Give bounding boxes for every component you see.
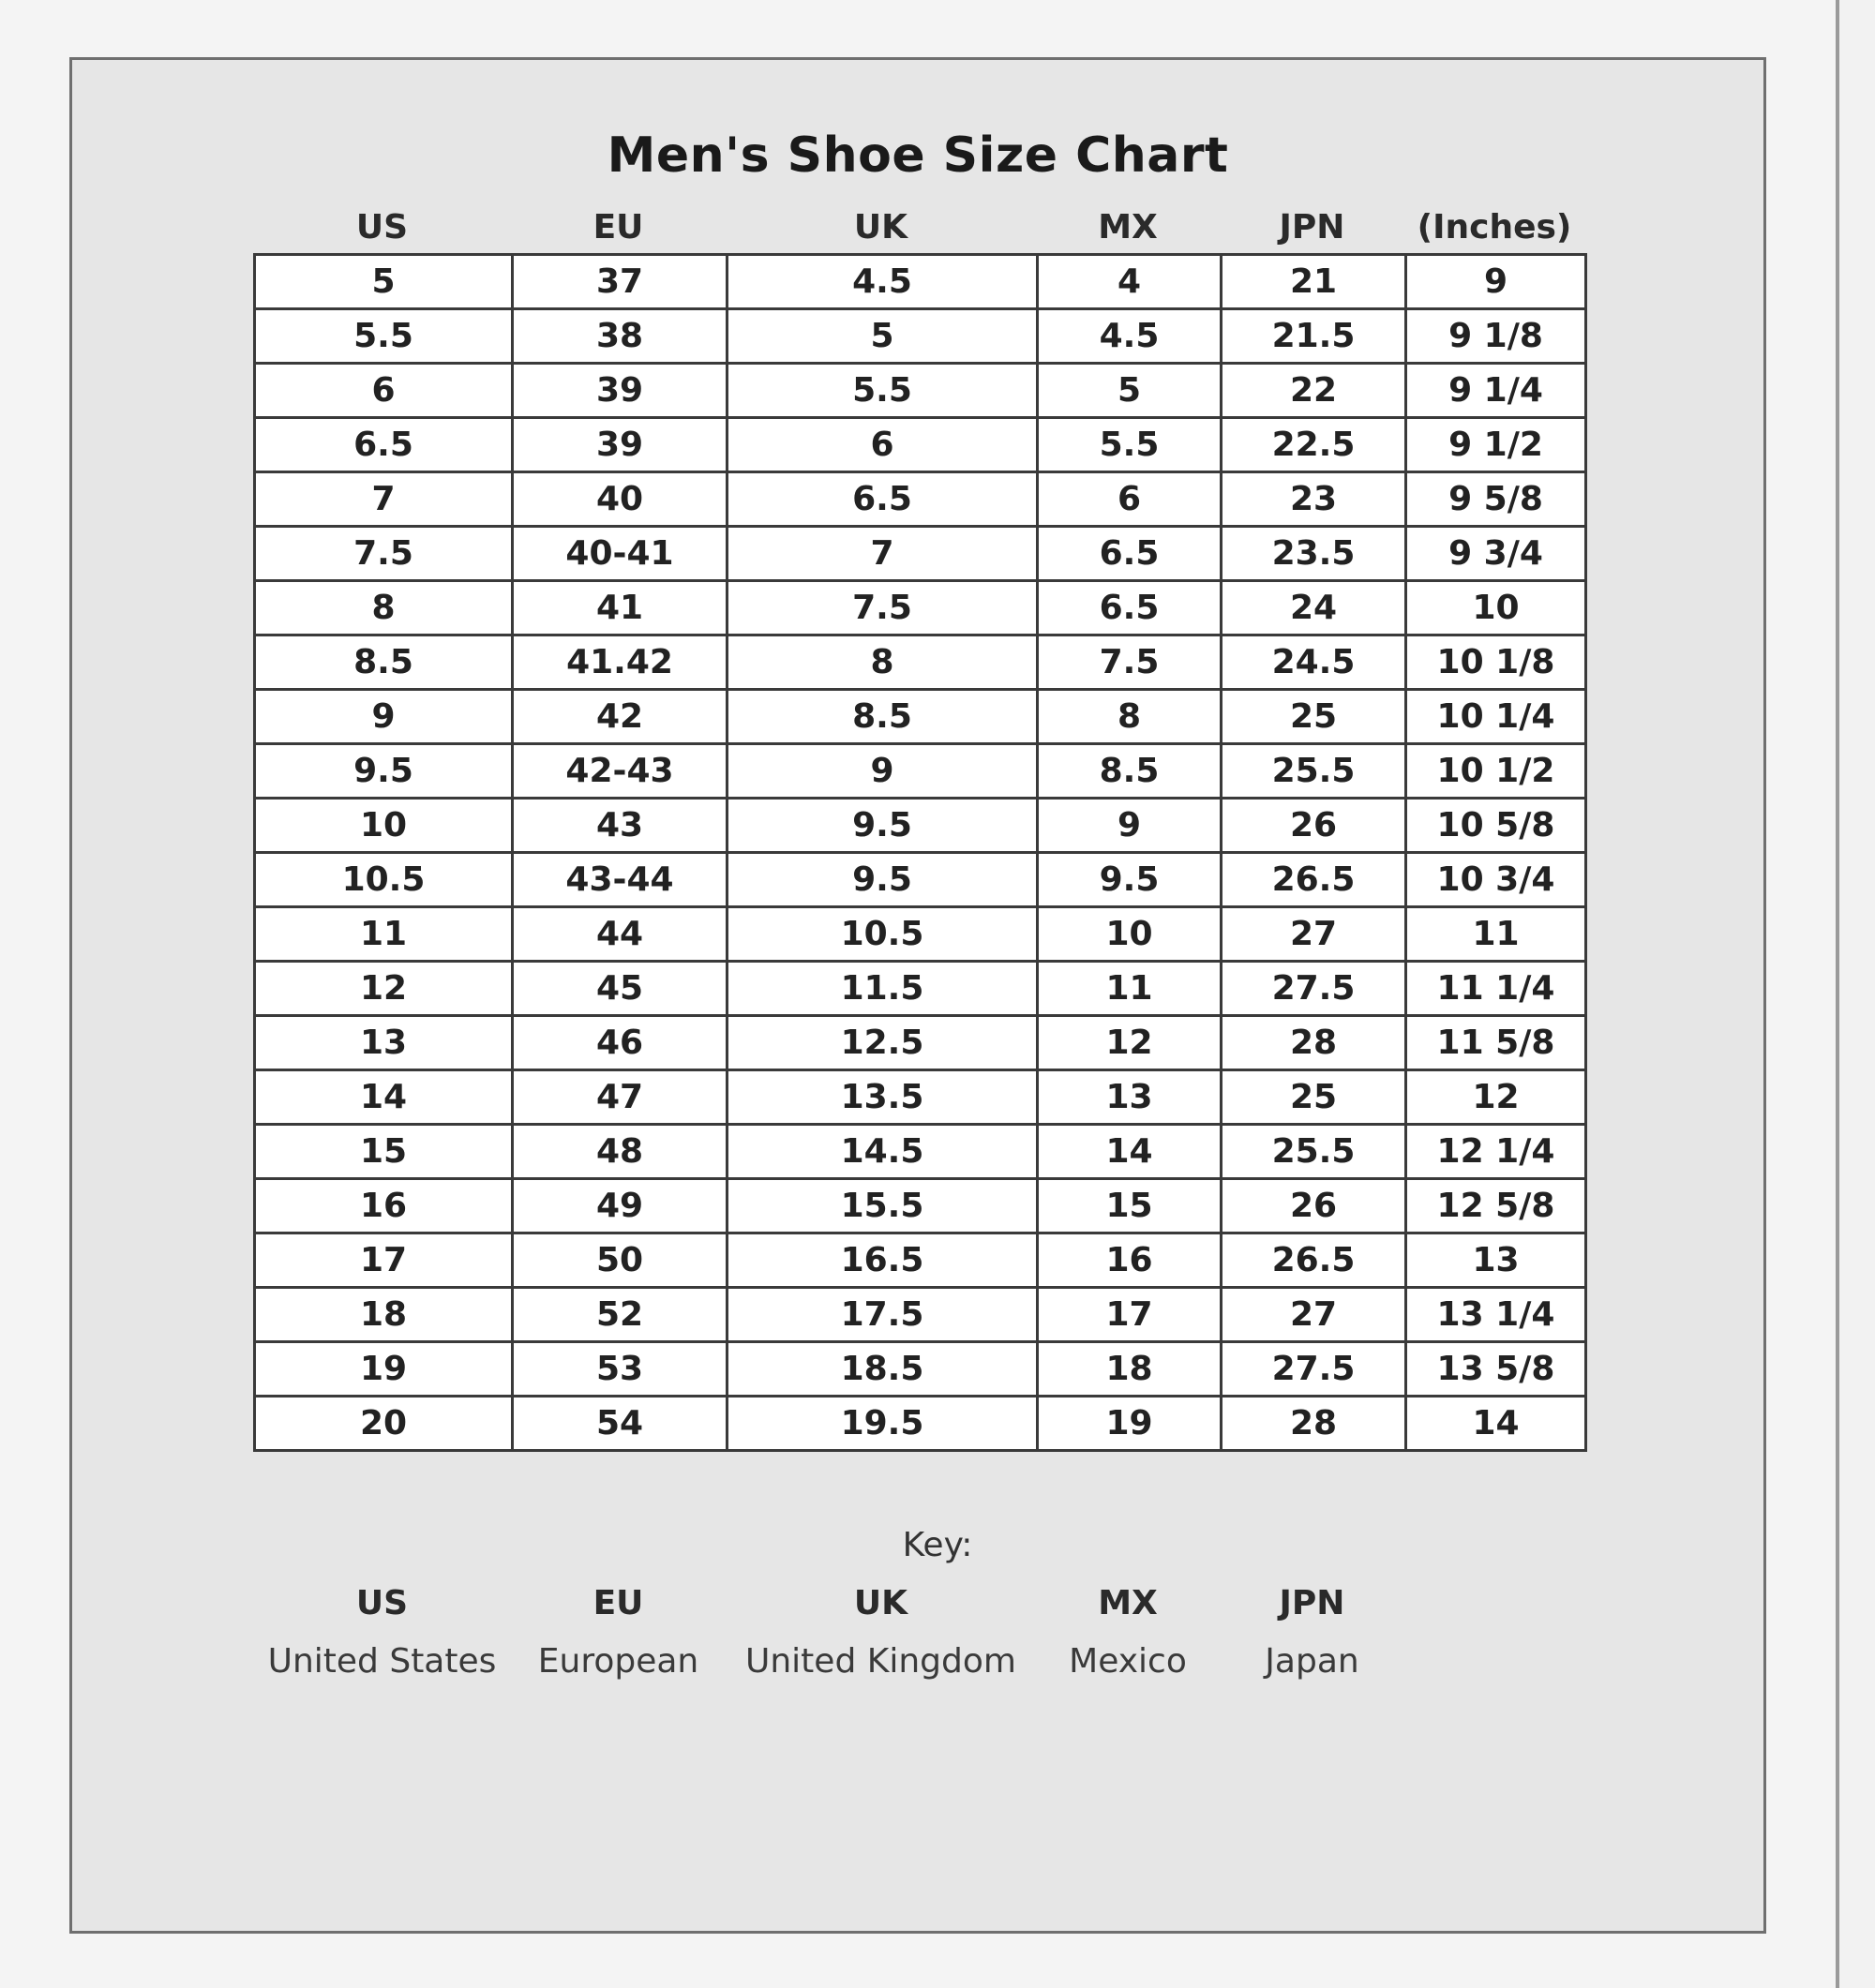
column-header: JPN: [1279, 208, 1345, 247]
table-cell: 27: [1222, 1288, 1406, 1342]
table-cell: 13: [255, 1016, 513, 1070]
table-row: [255, 1070, 1586, 1125]
table-cell: 38: [513, 309, 728, 364]
table-cell: 23.5: [1222, 527, 1406, 581]
table-cell: 26.5: [1222, 853, 1406, 907]
table-cell: 16: [255, 1179, 513, 1233]
table-cell: 42: [513, 690, 728, 744]
key-name: United Kingdom: [745, 1642, 1016, 1681]
table-cell: 9.5: [255, 744, 513, 799]
table-cell: 12: [255, 962, 513, 1016]
key-abbreviation: MX: [1098, 1584, 1158, 1622]
table-cell: 6: [255, 364, 513, 418]
table-cell: 16: [1038, 1233, 1222, 1288]
table-cell: 10: [1406, 581, 1586, 635]
table-cell: 9 1/4: [1406, 364, 1586, 418]
table-row: [255, 472, 1586, 527]
table-cell: 48: [513, 1125, 728, 1179]
table-cell: 49: [513, 1179, 728, 1233]
table-cell: 9: [1038, 799, 1222, 853]
table-cell: 10 1/4: [1406, 690, 1586, 744]
table-cell: 17.5: [728, 1288, 1038, 1342]
table-cell: 26: [1222, 799, 1406, 853]
table-cell: 4: [1038, 255, 1222, 309]
table-cell: 14.5: [728, 1125, 1038, 1179]
table-row: [255, 1233, 1586, 1288]
table-cell: 24: [1222, 581, 1406, 635]
table-cell: 25.5: [1222, 744, 1406, 799]
table-cell: 8.5: [1038, 744, 1222, 799]
column-header: EU: [592, 208, 644, 247]
table-cell: 9 1/2: [1406, 418, 1586, 472]
table-cell: 20: [255, 1397, 513, 1451]
table-cell: 43: [513, 799, 728, 853]
table-cell: 15: [255, 1125, 513, 1179]
table-cell: 18: [1038, 1342, 1222, 1397]
table-cell: 5.5: [728, 364, 1038, 418]
table-cell: 25: [1222, 690, 1406, 744]
table-cell: 7: [255, 472, 513, 527]
table-cell: 5.5: [1038, 418, 1222, 472]
table-cell: 10.5: [255, 853, 513, 907]
column-header: US: [355, 208, 409, 247]
key-label: Key:: [902, 1526, 973, 1564]
table-cell: 16.5: [728, 1233, 1038, 1288]
key-name: Japan: [1265, 1642, 1359, 1681]
table-cell: 40: [513, 472, 728, 527]
table-cell: 27: [1222, 907, 1406, 962]
key-name-row: [253, 1642, 1584, 1685]
column-header: MX: [1098, 208, 1158, 247]
table-row: [255, 418, 1586, 472]
table-cell: 7.5: [1038, 635, 1222, 690]
table-cell: 4.5: [1038, 309, 1222, 364]
table-cell: 21: [1222, 255, 1406, 309]
table-cell: 12.5: [728, 1016, 1038, 1070]
key-abbreviation: JPN: [1279, 1584, 1345, 1622]
table-cell: 13.5: [728, 1070, 1038, 1125]
table-cell: 45: [513, 962, 728, 1016]
table-cell: 6.5: [255, 418, 513, 472]
table-cell: 11: [1038, 962, 1222, 1016]
table-cell: 47: [513, 1070, 728, 1125]
size-table: [253, 253, 1587, 1452]
table-cell: 10.5: [728, 907, 1038, 962]
table-row: [255, 364, 1586, 418]
table-cell: 44: [513, 907, 728, 962]
table-cell: 10: [1038, 907, 1222, 962]
table-row: [255, 690, 1586, 744]
table-cell: 9: [1406, 255, 1586, 309]
table-cell: 53: [513, 1342, 728, 1397]
table-cell: 6.5: [728, 472, 1038, 527]
table-cell: 17: [255, 1233, 513, 1288]
table-row: [255, 962, 1586, 1016]
column-header: (Inches): [1417, 208, 1572, 247]
table-cell: 52: [513, 1288, 728, 1342]
table-cell: 19: [1038, 1397, 1222, 1451]
table-cell: 12: [1038, 1016, 1222, 1070]
table-cell: 8.5: [255, 635, 513, 690]
table-cell: 17: [1038, 1288, 1222, 1342]
table-row: [255, 255, 1586, 309]
table-cell: 15.5: [728, 1179, 1038, 1233]
table-cell: 50: [513, 1233, 728, 1288]
table-row: [255, 581, 1586, 635]
table-cell: 6.5: [1038, 527, 1222, 581]
table-cell: 5.5: [255, 309, 513, 364]
table-cell: 39: [513, 418, 728, 472]
key-abbreviation: US: [355, 1584, 409, 1622]
table-row: [255, 1397, 1586, 1451]
table-cell: 10 5/8: [1406, 799, 1586, 853]
table-cell: 15: [1038, 1179, 1222, 1233]
table-cell: 23: [1222, 472, 1406, 527]
table-cell: 13: [1038, 1070, 1222, 1125]
table-cell: 41.42: [513, 635, 728, 690]
table-cell: 13: [1406, 1233, 1586, 1288]
table-row: [255, 907, 1586, 962]
table-cell: 14: [255, 1070, 513, 1125]
table-row: [255, 1179, 1586, 1233]
table-cell: 12 1/4: [1406, 1125, 1586, 1179]
key-name: European: [537, 1642, 699, 1681]
table-cell: 10: [255, 799, 513, 853]
table-cell: 9 1/8: [1406, 309, 1586, 364]
table-cell: 18: [255, 1288, 513, 1342]
table-row: [255, 1342, 1586, 1397]
table-cell: 10 1/2: [1406, 744, 1586, 799]
table-cell: 41: [513, 581, 728, 635]
table-cell: 18.5: [728, 1342, 1038, 1397]
table-cell: 19: [255, 1342, 513, 1397]
table-cell: 12: [1406, 1070, 1586, 1125]
table-cell: 11 5/8: [1406, 1016, 1586, 1070]
table-cell: 5: [255, 255, 513, 309]
table-cell: 40-41: [513, 527, 728, 581]
table-row: [255, 309, 1586, 364]
table-cell: 11: [1406, 907, 1586, 962]
table-cell: 11: [255, 907, 513, 962]
column-header-row: [253, 208, 1584, 251]
table-cell: 4.5: [728, 255, 1038, 309]
table-cell: 25.5: [1222, 1125, 1406, 1179]
table-cell: 42-43: [513, 744, 728, 799]
key-name: Mexico: [1069, 1642, 1187, 1681]
key-name: United States: [267, 1642, 497, 1681]
table-row: [255, 853, 1586, 907]
table-cell: 7.5: [728, 581, 1038, 635]
key-abbreviation: UK: [853, 1584, 908, 1622]
table-cell: 27.5: [1222, 1342, 1406, 1397]
table-cell: 9.5: [728, 853, 1038, 907]
table-cell: 10 1/8: [1406, 635, 1586, 690]
table-cell: 28: [1222, 1397, 1406, 1451]
table-cell: 12 5/8: [1406, 1179, 1586, 1233]
column-header: UK: [853, 208, 908, 247]
table-cell: 6.5: [1038, 581, 1222, 635]
key-abbreviation: EU: [592, 1584, 644, 1622]
table-cell: 26: [1222, 1179, 1406, 1233]
table-row: [255, 1125, 1586, 1179]
table-cell: 8: [728, 635, 1038, 690]
table-cell: 21.5: [1222, 309, 1406, 364]
table-cell: 14: [1406, 1397, 1586, 1451]
table-row: [255, 1288, 1586, 1342]
table-cell: 22: [1222, 364, 1406, 418]
table-cell: 5: [1038, 364, 1222, 418]
table-cell: 9 3/4: [1406, 527, 1586, 581]
table-cell: 19.5: [728, 1397, 1038, 1451]
table-cell: 54: [513, 1397, 728, 1451]
table-cell: 28: [1222, 1016, 1406, 1070]
table-cell: 27.5: [1222, 962, 1406, 1016]
table-cell: 5: [728, 309, 1038, 364]
table-row: [255, 799, 1586, 853]
table-cell: 9 5/8: [1406, 472, 1586, 527]
table-cell: 14: [1038, 1125, 1222, 1179]
table-cell: 6: [728, 418, 1038, 472]
table-cell: 26.5: [1222, 1233, 1406, 1288]
table-cell: 25: [1222, 1070, 1406, 1125]
table-cell: 9.5: [1038, 853, 1222, 907]
table-cell: 8: [255, 581, 513, 635]
table-cell: 11.5: [728, 962, 1038, 1016]
table-cell: 24.5: [1222, 635, 1406, 690]
table-cell: 7.5: [255, 527, 513, 581]
table-cell: 9: [255, 690, 513, 744]
table-cell: 13 1/4: [1406, 1288, 1586, 1342]
table-cell: 22.5: [1222, 418, 1406, 472]
table-row: [255, 527, 1586, 581]
table-cell: 8.5: [728, 690, 1038, 744]
table-cell: 37: [513, 255, 728, 309]
table-cell: 10 3/4: [1406, 853, 1586, 907]
table-cell: 43-44: [513, 853, 728, 907]
table-cell: 11 1/4: [1406, 962, 1586, 1016]
chart-title: Men's Shoe Size Chart: [607, 127, 1229, 184]
table-cell: 9.5: [728, 799, 1038, 853]
table-cell: 46: [513, 1016, 728, 1070]
table-row: [255, 744, 1586, 799]
table-cell: 8: [1038, 690, 1222, 744]
table-cell: 7: [728, 527, 1038, 581]
table-row: [255, 635, 1586, 690]
table-cell: 13 5/8: [1406, 1342, 1586, 1397]
key-abbreviation-row: [253, 1584, 1584, 1627]
table-cell: 39: [513, 364, 728, 418]
table-cell: 6: [1038, 472, 1222, 527]
table-row: [255, 1016, 1586, 1070]
table-cell: 9: [728, 744, 1038, 799]
